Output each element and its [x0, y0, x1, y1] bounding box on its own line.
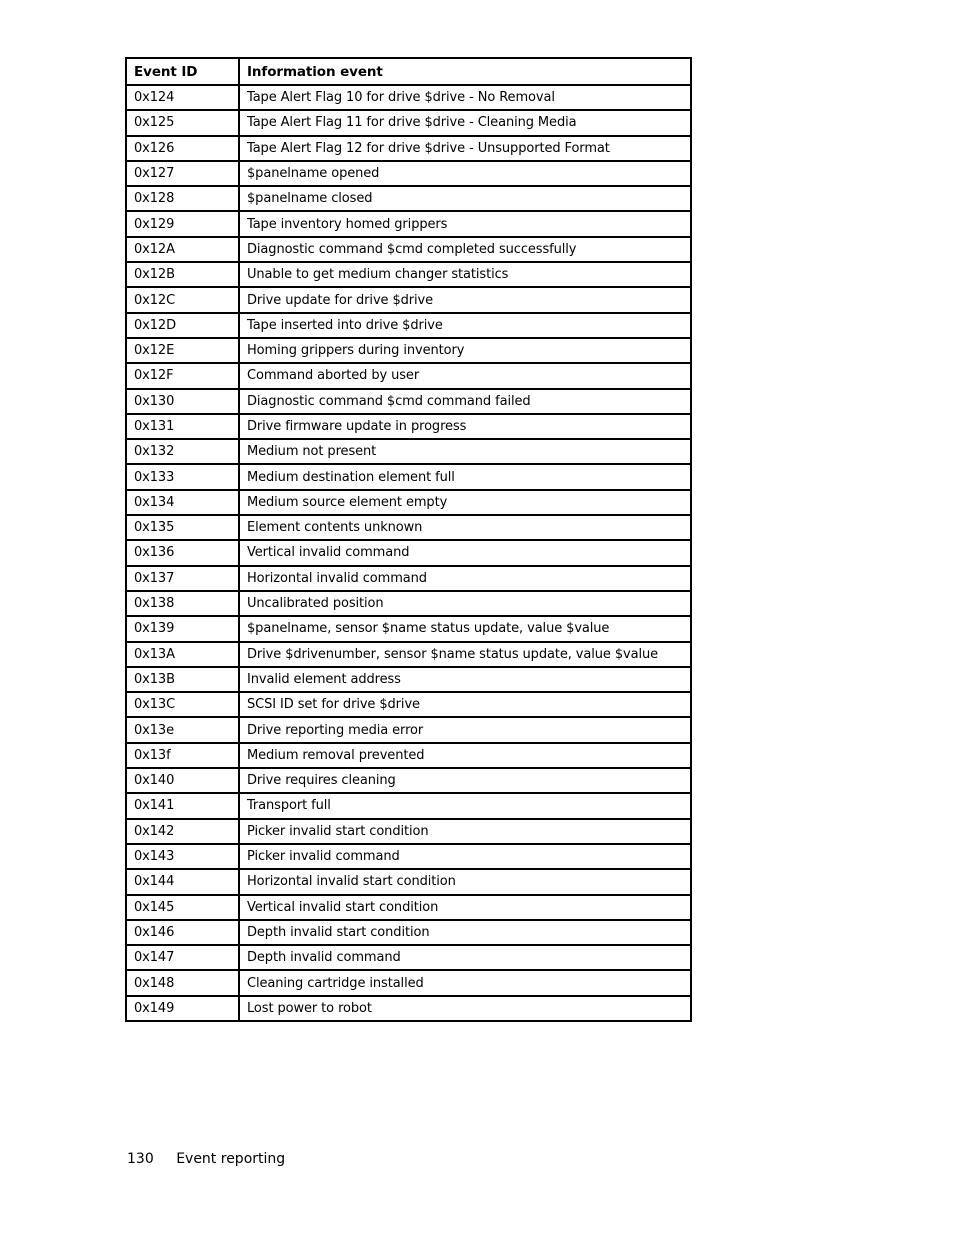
event-id-cell: 0x137	[126, 566, 239, 591]
table-header	[126, 58, 691, 85]
table-row	[126, 313, 691, 338]
event-table	[125, 57, 692, 1022]
information-event-cell: Tape Alert Flag 10 for drive $drive - No Removal	[239, 85, 691, 110]
table-row	[126, 490, 691, 515]
information-event-cell: Medium not present	[239, 439, 691, 464]
event-id-cell: 0x12F	[126, 363, 239, 388]
event-id-cell: 0x138	[126, 591, 239, 616]
information-event-cell: Command aborted by user	[239, 363, 691, 388]
table-row	[126, 566, 691, 591]
information-event-cell: Diagnostic command $cmd completed successfully	[239, 237, 691, 262]
event-id-cell: 0x12A	[126, 237, 239, 262]
table-row	[126, 262, 691, 287]
information-event-cell: Uncalibrated position	[239, 591, 691, 616]
table-row	[126, 439, 691, 464]
information-event-cell: Vertical invalid command	[239, 540, 691, 565]
table-row	[126, 869, 691, 894]
table-row	[126, 945, 691, 970]
information-event-cell: $panelname, sensor $name status update, value $value	[239, 616, 691, 641]
table-row	[126, 996, 691, 1021]
page-number: 130	[127, 1151, 154, 1167]
information-event-cell: Unable to get medium changer statistics	[239, 262, 691, 287]
information-event-cell: Transport full	[239, 793, 691, 818]
information-event-cell: Picker invalid start condition	[239, 819, 691, 844]
information-event-cell: Element contents unknown	[239, 515, 691, 540]
table-row	[126, 920, 691, 945]
information-event-cell: Drive requires cleaning	[239, 768, 691, 793]
table-row	[126, 414, 691, 439]
event-id-cell: 0x13A	[126, 642, 239, 667]
information-event-cell: $panelname closed	[239, 186, 691, 211]
table-row	[126, 793, 691, 818]
table-row	[126, 642, 691, 667]
event-id-cell: 0x145	[126, 895, 239, 920]
table-row	[126, 237, 691, 262]
event-id-cell: 0x13f	[126, 743, 239, 768]
event-id-cell: 0x148	[126, 970, 239, 995]
event-id-cell: 0x142	[126, 819, 239, 844]
information-event-cell: Tape Alert Flag 11 for drive $drive - Cleaning Media	[239, 110, 691, 135]
table-row	[126, 338, 691, 363]
event-id-cell: 0x132	[126, 439, 239, 464]
information-event-cell: Medium source element empty	[239, 490, 691, 515]
information-event-cell: $panelname opened	[239, 161, 691, 186]
table-row	[126, 844, 691, 869]
information-event-cell: Horizontal invalid command	[239, 566, 691, 591]
information-event-cell: Drive $drivenumber, sensor $name status update, value $value	[239, 642, 691, 667]
information-event-cell: Depth invalid start condition	[239, 920, 691, 945]
table-row	[126, 819, 691, 844]
event-id-cell: 0x13e	[126, 717, 239, 742]
table-row	[126, 616, 691, 641]
table-row	[126, 591, 691, 616]
event-id-cell: 0x124	[126, 85, 239, 110]
information-event-cell: Vertical invalid start condition	[239, 895, 691, 920]
table-row	[126, 464, 691, 489]
information-event-cell: Homing grippers during inventory	[239, 338, 691, 363]
information-event-cell: Diagnostic command $cmd command failed	[239, 389, 691, 414]
event-id-cell: 0x12B	[126, 262, 239, 287]
table-row	[126, 186, 691, 211]
information-event-cell: Lost power to robot	[239, 996, 691, 1021]
event-id-cell: 0x143	[126, 844, 239, 869]
information-event-cell: Medium removal prevented	[239, 743, 691, 768]
table-row	[126, 85, 691, 110]
event-id-cell: 0x140	[126, 768, 239, 793]
event-id-cell: 0x13C	[126, 692, 239, 717]
event-id-cell: 0x133	[126, 464, 239, 489]
table-row	[126, 970, 691, 995]
event-id-cell: 0x126	[126, 136, 239, 161]
information-event-cell: Cleaning cartridge installed	[239, 970, 691, 995]
table-row	[126, 515, 691, 540]
table-row	[126, 895, 691, 920]
event-id-cell: 0x129	[126, 211, 239, 236]
table-row	[126, 768, 691, 793]
event-id-cell: 0x12D	[126, 313, 239, 338]
table-row	[126, 136, 691, 161]
footer-section-title: Event reporting	[176, 1151, 286, 1167]
table-body	[126, 85, 691, 1021]
table-row	[126, 161, 691, 186]
event-id-cell: 0x130	[126, 389, 239, 414]
table-row	[126, 363, 691, 388]
event-id-cell: 0x144	[126, 869, 239, 894]
table-row	[126, 717, 691, 742]
event-id-cell: 0x127	[126, 161, 239, 186]
information-event-cell: Drive reporting media error	[239, 717, 691, 742]
table-row	[126, 211, 691, 236]
event-id-cell: 0x147	[126, 945, 239, 970]
information-event-cell: Tape Alert Flag 12 for drive $drive - Unsupported Format	[239, 136, 691, 161]
header-information-event: Information event	[239, 58, 691, 85]
information-event-cell: Drive update for drive $drive	[239, 287, 691, 312]
table-row	[126, 540, 691, 565]
event-id-cell: 0x139	[126, 616, 239, 641]
information-event-cell: Tape inserted into drive $drive	[239, 313, 691, 338]
event-id-cell: 0x13B	[126, 667, 239, 692]
event-id-cell: 0x146	[126, 920, 239, 945]
event-id-cell: 0x12C	[126, 287, 239, 312]
information-event-cell: Depth invalid command	[239, 945, 691, 970]
table-row	[126, 692, 691, 717]
table-row	[126, 389, 691, 414]
event-id-cell: 0x149	[126, 996, 239, 1021]
event-id-cell: 0x131	[126, 414, 239, 439]
information-event-cell: SCSI ID set for drive $drive	[239, 692, 691, 717]
event-id-cell: 0x135	[126, 515, 239, 540]
information-event-cell: Drive firmware update in progress	[239, 414, 691, 439]
table-row	[126, 743, 691, 768]
event-id-cell: 0x134	[126, 490, 239, 515]
event-id-cell: 0x136	[126, 540, 239, 565]
information-event-cell: Medium destination element full	[239, 464, 691, 489]
page-footer	[127, 1151, 285, 1167]
header-event-id: Event ID	[126, 58, 239, 85]
event-id-cell: 0x141	[126, 793, 239, 818]
event-id-cell: 0x128	[126, 186, 239, 211]
table-row	[126, 287, 691, 312]
information-event-cell: Picker invalid command	[239, 844, 691, 869]
table-row	[126, 110, 691, 135]
information-event-cell: Tape inventory homed grippers	[239, 211, 691, 236]
information-event-cell: Invalid element address	[239, 667, 691, 692]
event-id-cell: 0x125	[126, 110, 239, 135]
table-row	[126, 667, 691, 692]
information-event-cell: Horizontal invalid start condition	[239, 869, 691, 894]
header-row	[126, 58, 691, 85]
event-id-cell: 0x12E	[126, 338, 239, 363]
